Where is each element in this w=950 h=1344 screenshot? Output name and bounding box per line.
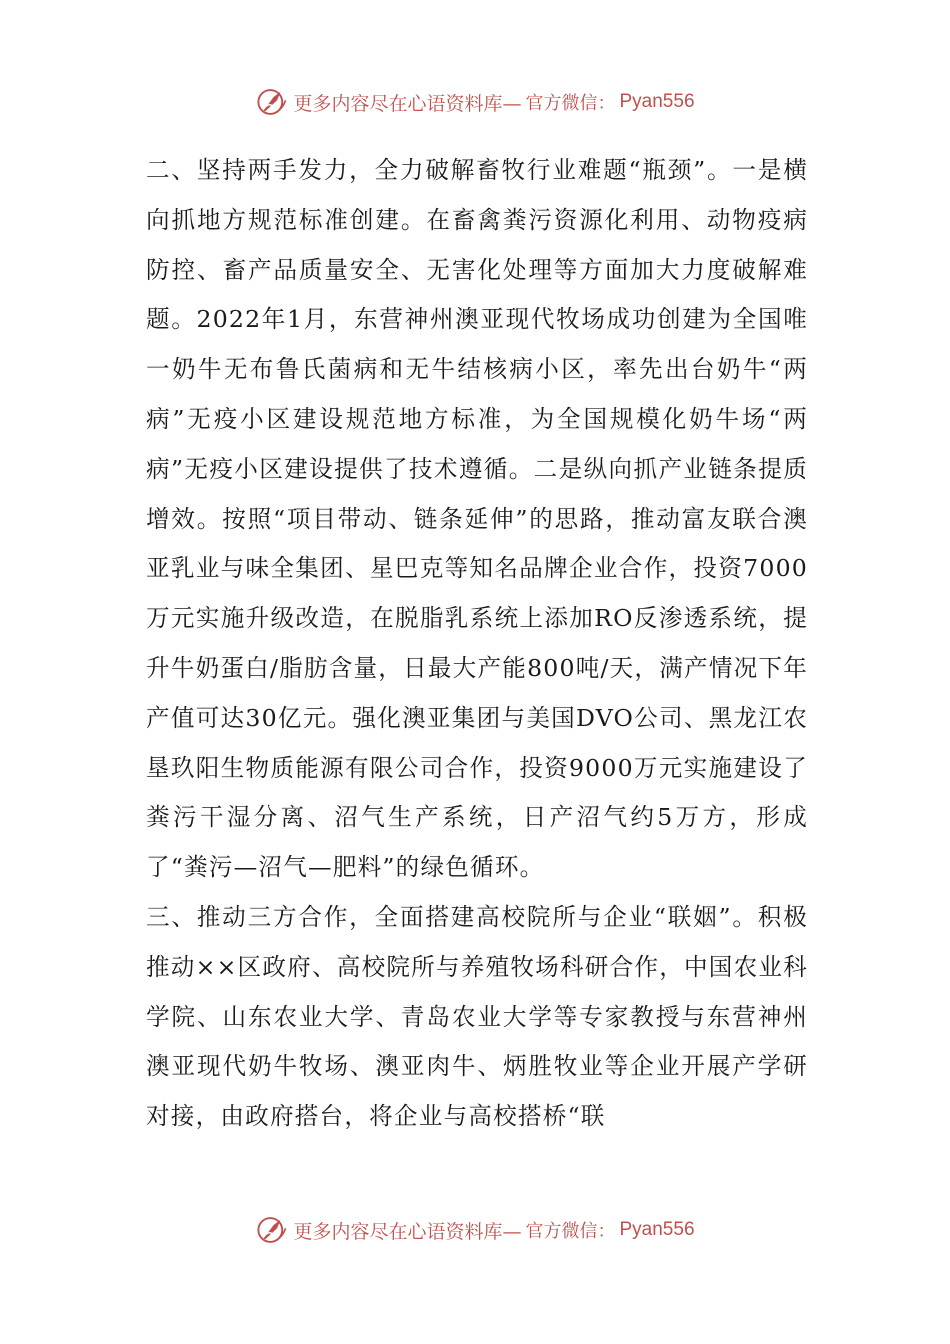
- header-banner-inner: [255, 85, 694, 119]
- footer-banner-text: 更多内容尽在心语资料库—: [293, 1220, 522, 1243]
- paragraph-3: 三、推动三方合作，全面搭建高校院所与企业“联姻”。积极推动××区政府、高校院所与养殖牧场科研合作，中国农业科学院、山东农业大学、青岛农业大学等专家教授与东营神州澳亚现代奶牛牧场、澳亚肉牛、炳胜牧业等企业开展产学研对接，由政府搭台，将企业与高校搭桥“联: [146, 902, 808, 1131]
- footer-banner-inner: [255, 1213, 694, 1247]
- footer-banner-wechat-label: 官方微信：: [525, 1221, 616, 1242]
- footer-banner: [0, 1210, 950, 1250]
- header-banner: [0, 82, 950, 122]
- pen-nib-logo-icon: [255, 85, 289, 119]
- header-banner-wechat-id: Pyan556: [619, 91, 695, 112]
- header-banner-wechat-label: 官方微信：: [525, 93, 616, 114]
- document-body: [146, 146, 808, 1142]
- header-banner-text: 更多内容尽在心语资料库—: [293, 92, 522, 115]
- pen-nib-logo-icon: [255, 1213, 289, 1247]
- footer-banner-wechat-id: Pyan556: [619, 1219, 695, 1240]
- paragraph-2: 二、坚持两手发力，全力破解畜牧行业难题“瓶颈”。一是横向抓地方规范标准创建。在畜禽粪污资源化利用、动物疫病防控、畜产品质量安全、无害化处理等方面加大力度破解难题。2022年1月，东营神州澳亚现代牧场成功创建为全国唯一奶牛无布鲁氏菌病和无牛结核病小区，率先出台奶牛“两病”无疫小区建设规范地方标准，为全国规模化奶牛场“两病”无疫小区建设提供了技术遵循。二是纵向抓产业链条提质增效。按照“项目带动、链条延伸”的思路，推动富友联合澳亚乳业与味全集团、星巴克等知名品牌企业合作，投资7000万元实施升级改造，在脱脂乳系统上添加RO反渗透系统，提升牛奶蛋白/脂肪含量，日最大产能800吨/天，满产情况下年产值可达30亿元。强化澳亚集团与美国DVO公司、黑龙江农垦玖阳生物质能源有限公司合作，投资9000万元实施建设了粪污干湿分离、沼气生产系统，日产沼气约5万方，形成了“粪污—沼气—肥料”的绿色循环。: [146, 156, 808, 882]
